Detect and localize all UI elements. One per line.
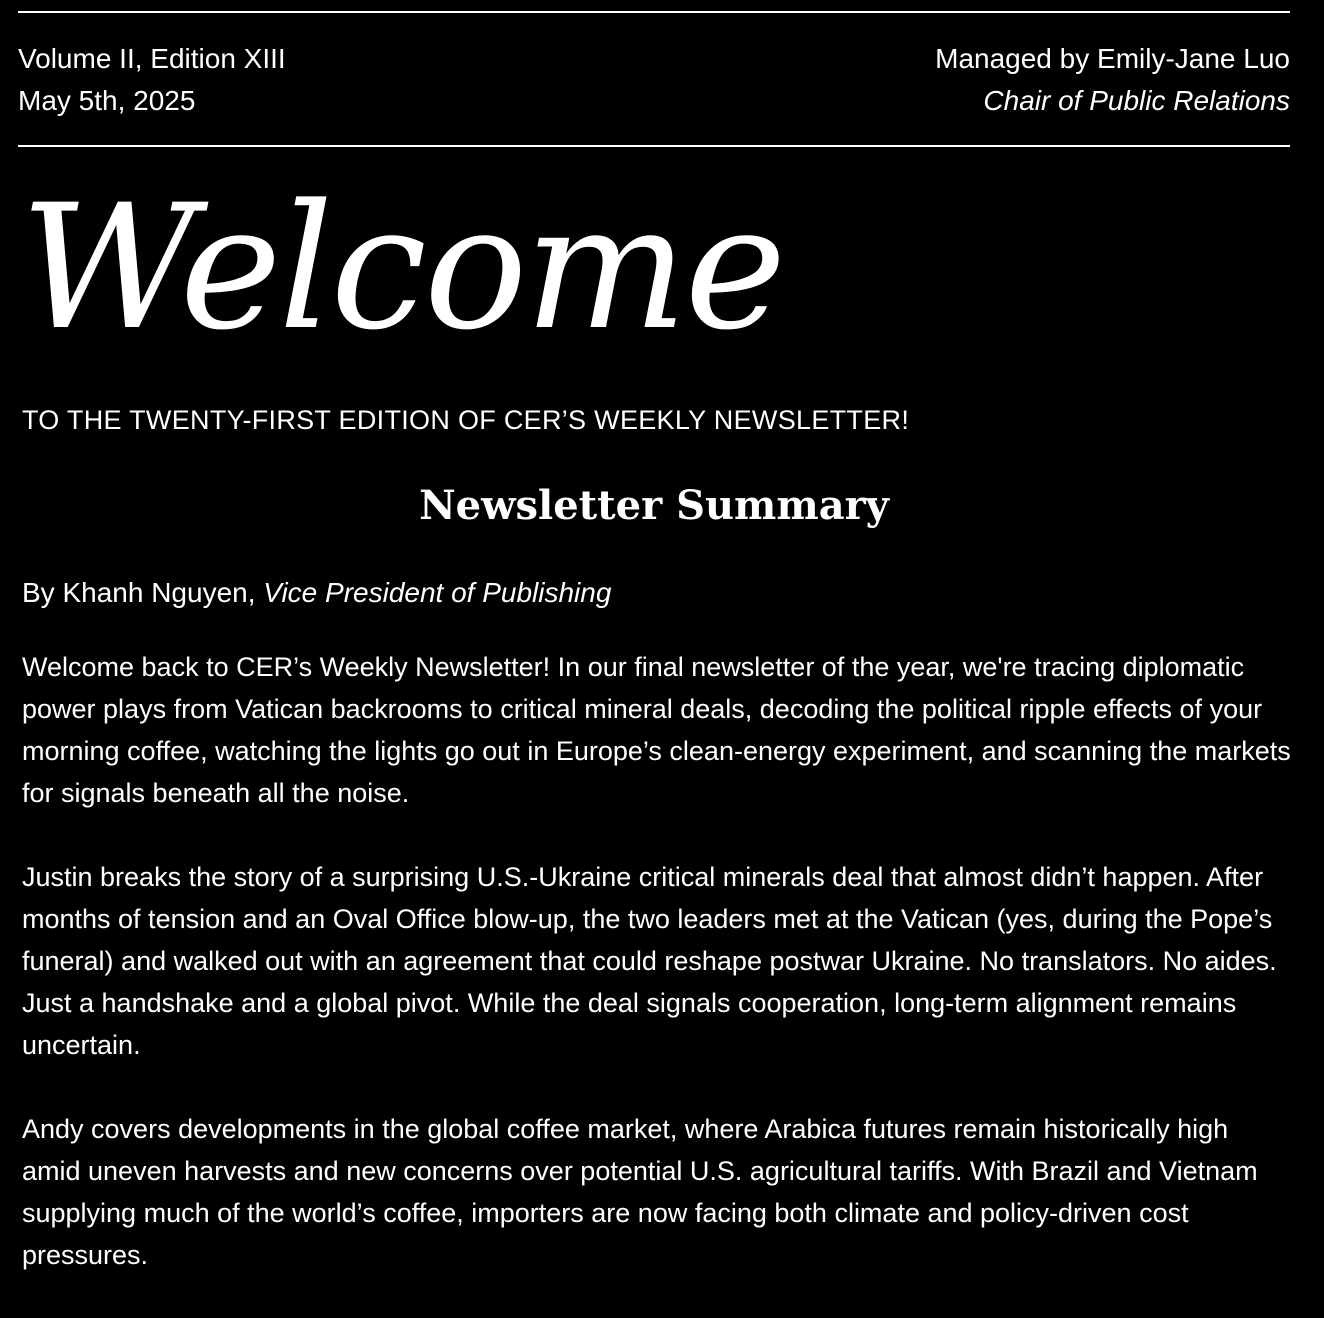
masthead-divider xyxy=(18,145,1290,147)
summary-body xyxy=(22,646,1292,1318)
summary-paragraph: Welcome back to CER’s Weekly Newsletter! In our final newsletter of the year, we're tracing diplomatic power plays from Vatican backrooms to critical mineral deals, decoding the political ripple effects of your morning coffee, watching the lights go out in Europe’s clean-energy experiment, and scanning the markets for signals beneath all the noise. xyxy=(22,652,1291,808)
byline-author-title: Vice President of Publishing xyxy=(263,577,612,608)
byline xyxy=(22,574,611,612)
masthead-issue-info xyxy=(18,38,286,122)
issue-date: May 5th, 2025 xyxy=(18,85,196,116)
manager-role: Chair of Public Relations xyxy=(983,85,1290,116)
masthead-credits xyxy=(935,38,1290,122)
welcome-subtitle: TO THE TWENTY-FIRST EDITION OF CER’S WEEKLY NEWSLETTER! xyxy=(22,405,910,435)
section-heading-summary: Newsletter Summary xyxy=(419,482,889,529)
top-divider xyxy=(18,11,1290,13)
welcome-heading: Welcome xyxy=(20,167,784,368)
volume-edition: Volume II, Edition XIII xyxy=(18,43,286,74)
summary-paragraph: Andy covers developments in the global coffee market, where Arabica futures remain historically high amid uneven harvests and new concerns over potential U.S. agricultural tariffs. With Brazil and Vietnam supplying much of the world’s coffee, importers are now facing both climate and policy-driven cost pressures. xyxy=(22,1114,1258,1270)
byline-author: By Khanh Nguyen, xyxy=(22,577,256,608)
managed-by: Managed by Emily-Jane Luo xyxy=(935,43,1290,74)
summary-paragraph: Justin breaks the story of a surprising U.S.-Ukraine critical minerals deal that almost didn’t happen. After months of tension and an Oval Office blow-up, the two leaders met at the Vatican (yes, during the Pope’s funeral) and walked out with an agreement that could reshape postwar Ukraine. No translators. No aides. Just a handshake and a global pivot. While the deal signals cooperation, long-term alignment remains uncertain. xyxy=(22,862,1277,1060)
